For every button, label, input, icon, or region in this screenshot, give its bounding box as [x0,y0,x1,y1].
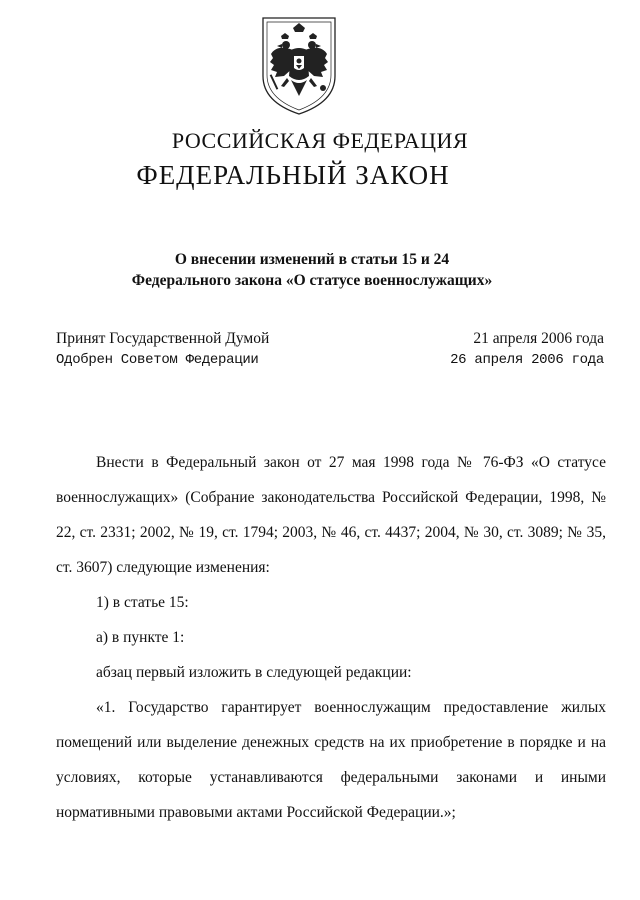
item-1-a: а) в пункте 1: [96,629,185,646]
subject-line-1: О внесении изменений в статьи 15 и 24 [174,251,450,268]
adopted-date: 21 апреля 2006 года [473,330,604,347]
law-subject-title [0,249,624,291]
adoption-row [56,330,604,348]
law-body [56,445,606,830]
approval-row [56,352,604,368]
item-1-a-text: абзац первый изложить в следующей редакции: [96,664,412,681]
document-type-heading: ФЕДЕРАЛЬНЫЙ ЗАКОН [136,160,450,190]
adopted-label: Принят Государственной Думой [56,330,270,347]
coat-of-arms-emblem [257,14,341,118]
quoted-paragraph: «1. Государство гарантирует военнослужащим предоставление жилых помещений или выделение денежных средств на их приобретение в порядке и на условиях, которые устанавливаются федеральными законами и иными нормативными правовыми актами Российской Федерации.»; [56,699,606,821]
approved-label: Одобрен Советом Федерации [56,352,259,368]
approved-date: 26 апреля 2006 года [450,352,604,368]
country-heading: РОССИЙСКАЯ ФЕДЕРАЦИЯ [171,128,469,153]
intro-paragraph: Внести в Федеральный закон от 27 мая 1998 года № 76-ФЗ «О статусе военнослужащих» (Собрание законодательства Российской Федерации, 1998, № 22, ст. 2331; 2002, № 19, ст. 1794; 2003, № 46, ст. 4437; 2004, № 30, ст. 3089; № 35, ст. 3607) следующие изменения: [56,454,606,576]
subject-line-2: Федерального закона «О статусе военнослужащих» [131,272,493,289]
double-headed-eagle-icon [257,14,341,118]
item-1: 1) в статье 15: [96,594,189,611]
